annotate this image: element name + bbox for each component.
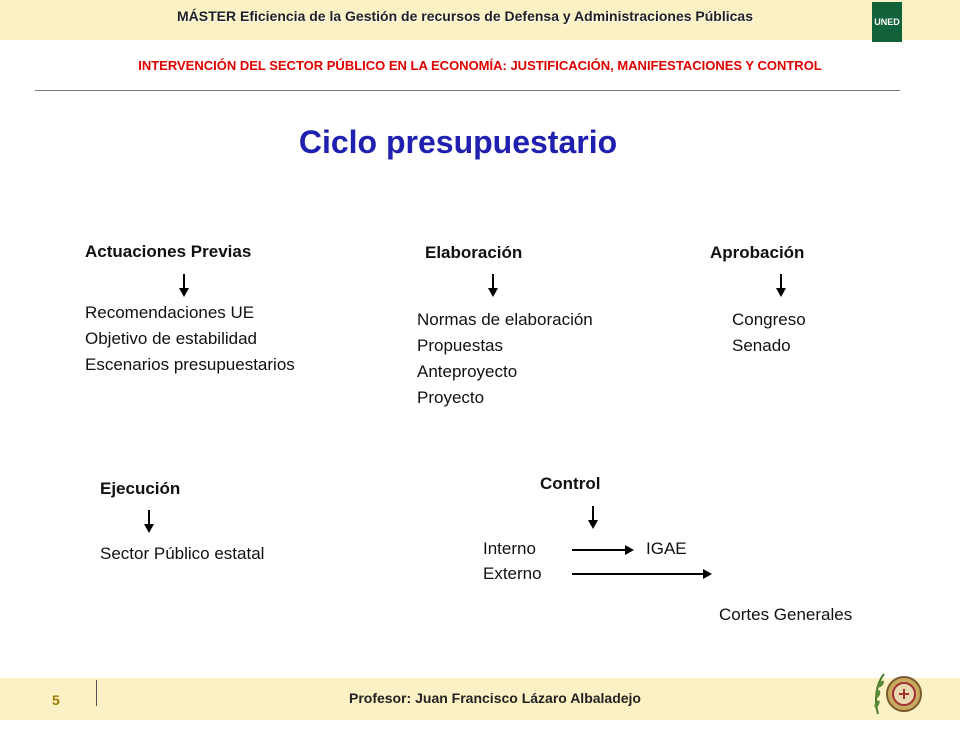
list-item: Recomendaciones UE (85, 303, 255, 322)
professor-name: Profesor: Juan Francisco Lázaro Albaladejo (348, 690, 641, 706)
list-item: Proyecto (417, 388, 485, 407)
list-item: Anteproyecto (417, 362, 518, 381)
control-interno-label: Interno (483, 539, 536, 558)
course-subtitle: INTERVENCIÓN DEL SECTOR PÚBLICO EN LA ECONOMÍA: JUSTIFICACIÓN, MANIFESTACIONES Y CONTROL (138, 58, 822, 73)
aprobacion-heading: Aprobación (710, 243, 805, 262)
igae-label: IGAE (646, 539, 687, 558)
slide-title: Ciclo presupuestario (298, 124, 618, 160)
header-divider (35, 90, 900, 91)
master-program-title: MÁSTER Eficiencia de la Gestión de recursos de Defensa y Administraciones Públicas (176, 8, 753, 24)
list-item: Escenarios presupuestarios (85, 355, 295, 374)
list-item: Normas de elaboración (417, 310, 593, 329)
elaboracion-heading: Elaboración (425, 243, 523, 262)
down-arrow-icon (148, 510, 150, 528)
emblem-icon (870, 664, 930, 720)
actuaciones-previas-list (85, 300, 295, 378)
list-item: Objetivo de estabilidad (85, 329, 258, 348)
ejecucion-heading: Ejecución (100, 479, 181, 498)
list-item: Propuestas (417, 336, 503, 355)
list-item: Sector Público estatal (100, 544, 265, 563)
right-arrow-icon (572, 573, 710, 575)
ejecucion-list (100, 541, 264, 567)
control-heading: Control (540, 474, 601, 493)
down-arrow-icon (592, 506, 594, 524)
right-arrow-icon (572, 549, 632, 551)
control-externo-label: Externo (483, 564, 542, 583)
list-item: Congreso (732, 310, 806, 329)
down-arrow-icon (780, 274, 782, 292)
list-item: Cortes Generales (719, 605, 853, 624)
down-arrow-icon (183, 274, 185, 292)
list-item: Senado (732, 336, 791, 355)
uned-logo: UNED (872, 2, 902, 42)
page-number: 5 (52, 692, 60, 708)
elaboracion-list (417, 307, 593, 411)
aprobacion-list (732, 307, 806, 359)
actuaciones-previas-heading: Actuaciones Previas (85, 242, 252, 261)
down-arrow-icon (492, 274, 494, 292)
